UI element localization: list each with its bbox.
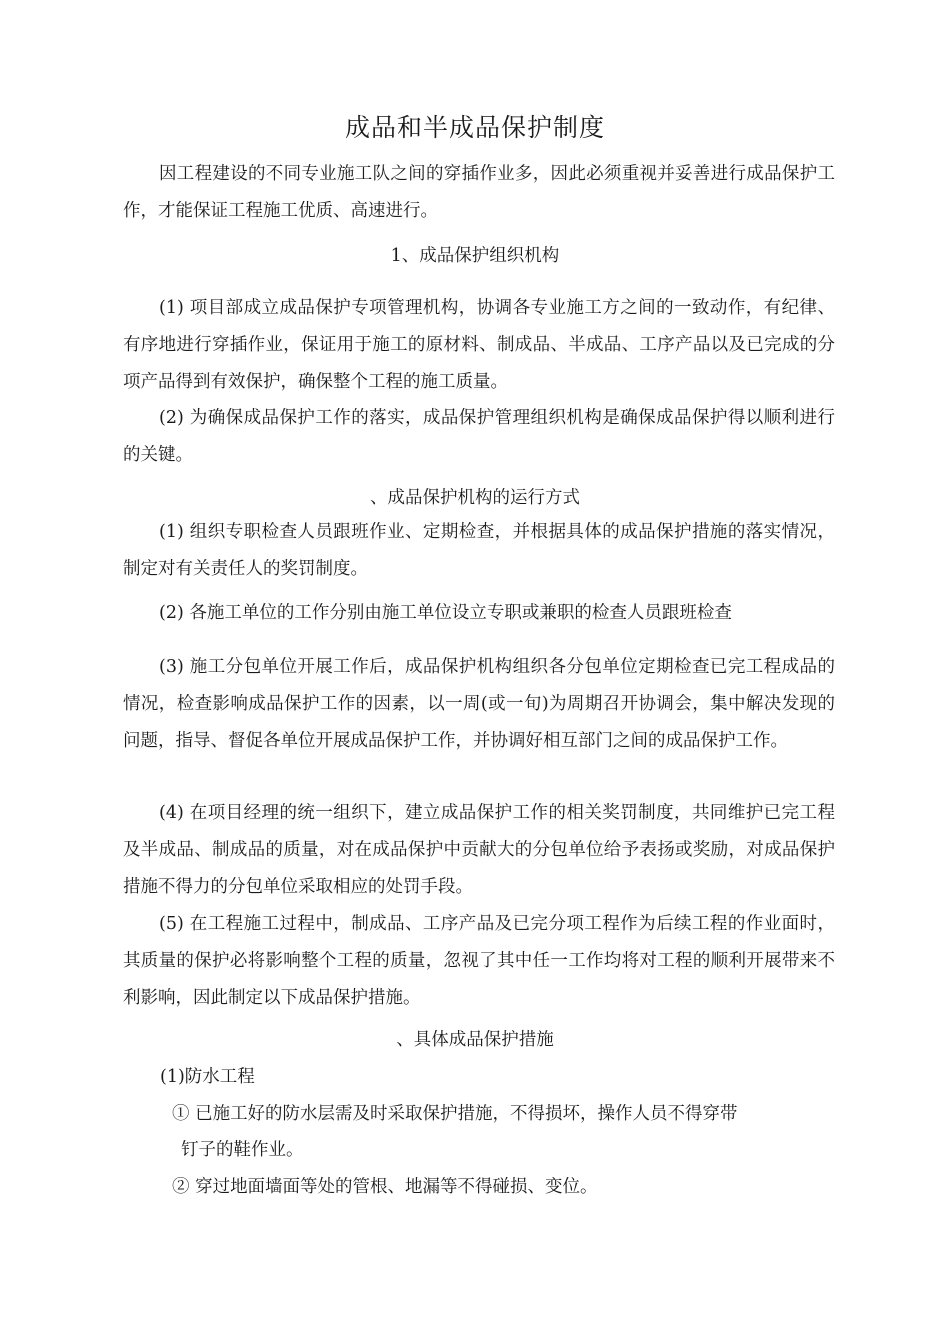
waterproof-item-2: ② 穿过地面墙面等处的管根、地漏等不得碰损、变位。 xyxy=(172,1177,598,1197)
section-2-item-5: (5) 在工程施工过程中，制成品、工序产品及已完分项工程作为后续工程的作业面时，其质量的保护必将影响整个工程的质量，忽视了其中任一工作均将对工程的顺利开展带来不利影响，因此制定以下成品保护措施。 xyxy=(123,914,835,1008)
section-2-item-1: (1) 组织专职检查人员跟班作业、定期检查，并根据具体的成品保护措施的落实情况，制定对有关责任人的奖罚制度。 xyxy=(123,522,835,579)
section-2-heading: 、成品保护机构的运行方式 xyxy=(370,488,580,508)
section-1-item-2: (2) 为确保成品保护工作的落实，成品保护管理组织机构是确保成品保护得以顺利进行的关键。 xyxy=(123,408,835,465)
section-2-item-3: (3) 施工分包单位开展工作后，成品保护机构组织各分包单位定期检查已完工程成品的情况，检查影响成品保护工作的因素，以一周(或一旬)为周期召开协调会，集中解决发现的问题，指导、督促各单位开展成品保护工作，并协调好相互部门之间的成品保护工作。 xyxy=(123,657,835,751)
waterproof-item-1-line-1: ① 已施工好的防水层需及时采取保护措施，不得损坏，操作人员不得穿带 xyxy=(172,1104,738,1124)
page-title: 成品和半成品保护制度 xyxy=(344,113,605,142)
waterproof-subheading: (1)防水工程 xyxy=(160,1067,255,1087)
section-2-item-2: (2) 各施工单位的工作分别由施工单位设立专职或兼职的检查人员跟班检查 xyxy=(159,603,732,623)
intro-paragraph: 因工程建设的不同专业施工队之间的穿插作业多，因此必须重视并妥善进行成品保护工作，才能保证工程施工优质、高速进行。 xyxy=(123,164,835,221)
section-2-item-4: (4) 在项目经理的统一组织下，建立成品保护工作的相关奖罚制度，共同维护已完工程及半成品、制成品的质量，对在成品保护中贡献大的分包单位给予表扬或奖励，对成品保护措施不得力的分包单位采取相应的处罚手段。 xyxy=(123,803,835,897)
section-1-heading: 1、成品保护组织机构 xyxy=(390,246,560,266)
section-1-item-1: (1) 项目部成立成品保护专项管理机构，协调各专业施工方之间的一致动作，有纪律、有序地进行穿插作业，保证用于施工的原材料、制成品、半成品、工序产品以及已完成的分项产品得到有效保护，确保整个工程的施工质量。 xyxy=(123,298,835,392)
waterproof-item-1-line-2: 钉子的鞋作业。 xyxy=(181,1140,304,1160)
section-3-heading: 、具体成品保护措施 xyxy=(396,1030,554,1050)
